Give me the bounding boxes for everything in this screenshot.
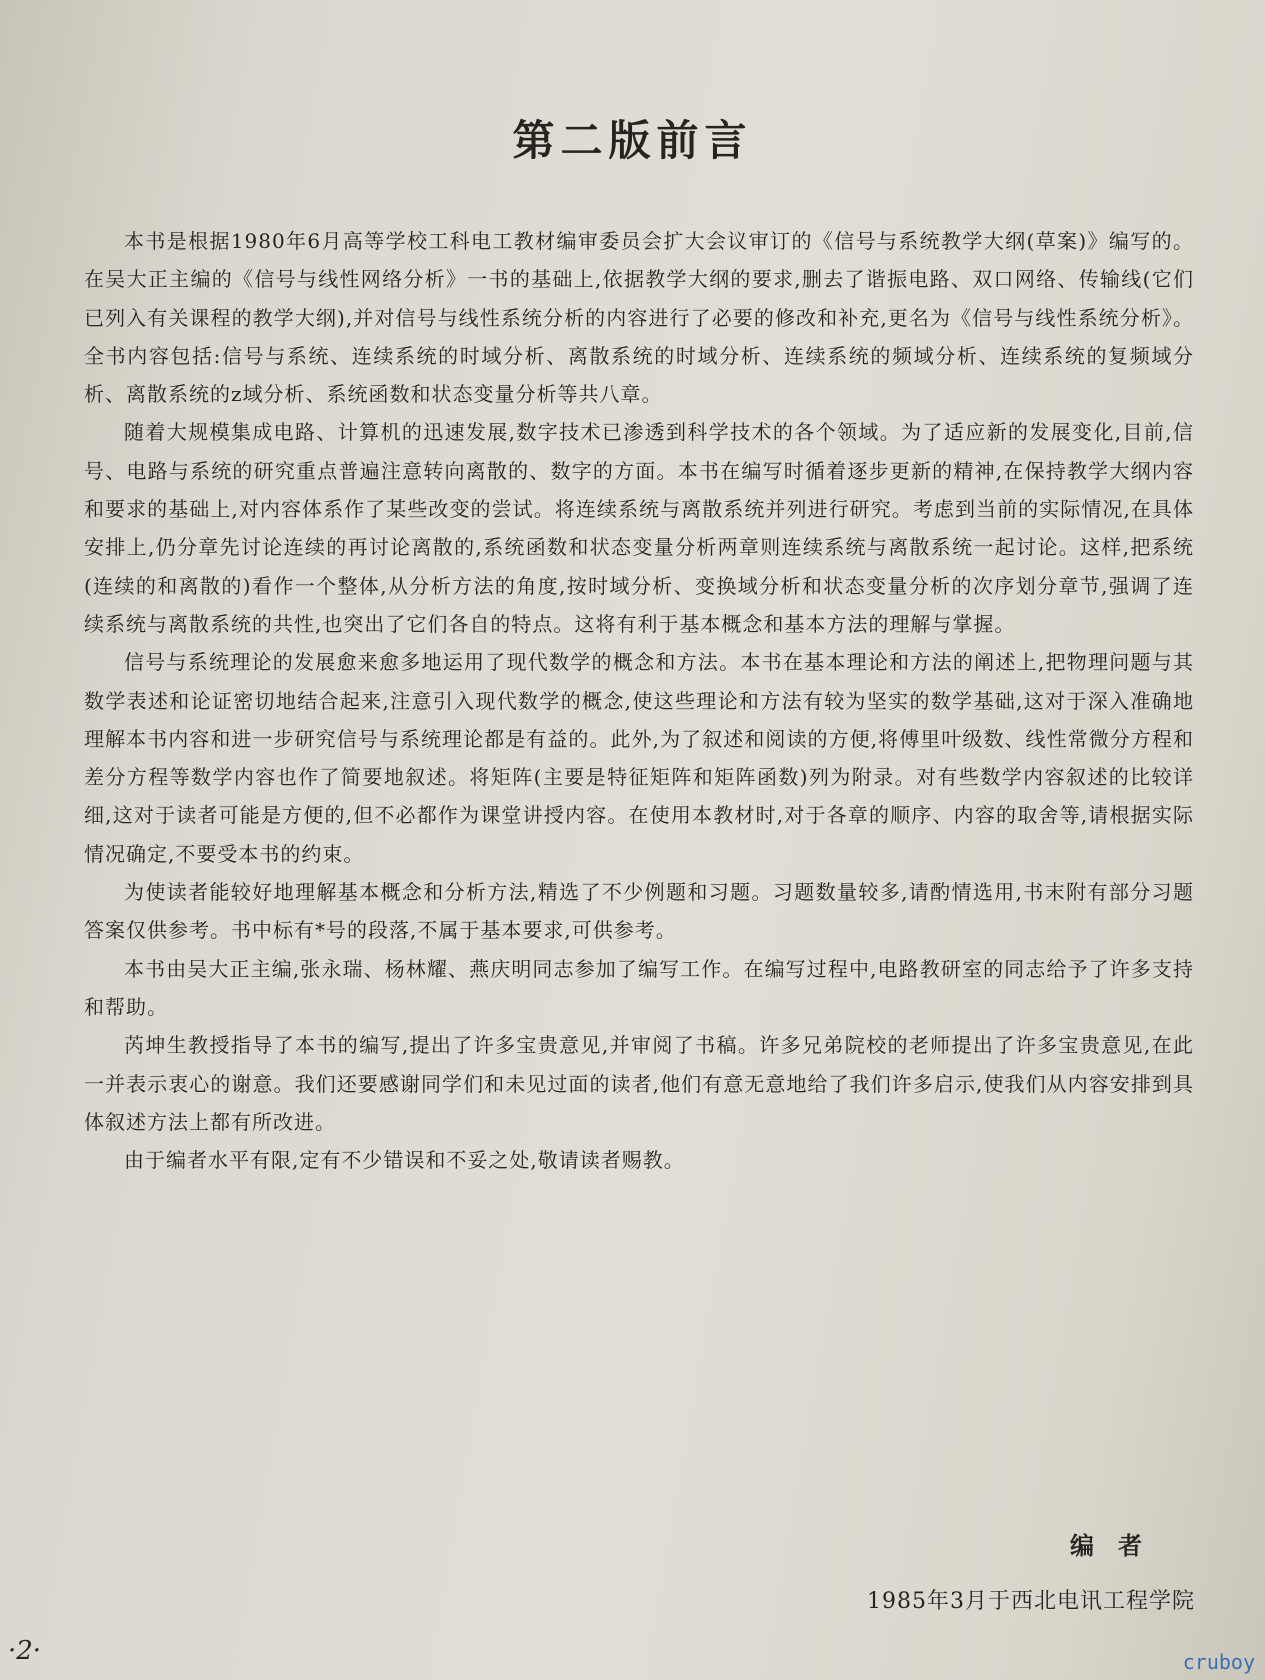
paragraph-7: 由于编者水平有限,定有不少错误和不妥之处,敬请读者赐教。 [124,1148,685,1173]
preface-body [84,222,1194,1179]
paragraph-1: 本书是根据1980年6月高等学校工科电工教材编审委员会扩大会议审订的《信号与系统教学大纲(草案)》编写的。在吴大正主编的《信号与线性网络分析》一书的基础上,依据教学大纲的要求,删去了谐振电路、双口网络、传输线(它们已列入有关课程的教学大纲),并对信号与线性系统分析的内容进行了必要的修改和补充,更名为《信号与线性系统分析》。全书内容包括:信号与系统、连续系统的时域分析、离散系统的时域分析、连续系统的频域分析、连续系统的复频域分析、离散系统的z域分析、系统函数和状态变量分析等共八章。 [84,229,1194,407]
dateline: 1985年3月于西北电讯工程学院 [867,1589,1195,1614]
paragraph-4: 为使读者能较好地理解基本概念和分析方法,精选了不少例题和习题。习题数量较多,请酌情选用,书末附有部分习题答案仅供参考。书中标有*号的段落,不属于基本要求,可供参考。 [84,880,1194,943]
page-title: 第二版前言 [512,116,753,165]
paragraph-6: 芮坤生教授指导了本书的编写,提出了许多宝贵意见,并审阅了书稿。许多兄弟院校的老师提出了许多宝贵意见,在此一并表示衷心的谢意。我们还要感谢同学们和未见过面的读者,他们有意无意地给了我们许多启示,使我们从内容安排到具体叙述方法上都有所改进。 [84,1033,1194,1134]
author-signature: 编者 [1070,1531,1166,1560]
paragraph-5: 本书由吴大正主编,张永瑞、杨林耀、燕庆明同志参加了编写工作。在编写过程中,电路教研室的同志给予了许多支持和帮助。 [84,956,1194,1019]
page-number: ·2· [8,1636,42,1666]
paragraph-3: 信号与系统理论的发展愈来愈多地运用了现代数学的概念和方法。本书在基本理论和方法的阐述上,把物理问题与其数学表述和论证密切地结合起来,注意引入现代数学的概念,使这些理论和方法有较为坚实的数学基础,这对于深入准确地理解本书内容和进一步研究信号与系统理论都是有益的。此外,为了叙述和阅读的方便,将傅里叶级数、线性常微分方程和差分方程等数学内容也作了简要地叙述。将矩阵(主要是特征矩阵和矩阵函数)列为附录。对有些数学内容叙述的比较详细,这对于读者可能是方便的,但不必都作为课堂讲授内容。在使用本教材时,对于各章的顺序、内容的取舍等,请根据实际情况确定,不要受本书的约束。 [84,650,1194,866]
watermark: cruboy [1182,1650,1255,1674]
paragraph-2: 随着大规模集成电路、计算机的迅速发展,数字技术已渗透到科学技术的各个领域。为了适应新的发展变化,目前,信号、电路与系统的研究重点普遍注意转向离散的、数字的方面。本书在编写时循着逐步更新的精神,在保持教学大纲内容和要求的基础上,对内容体系作了某些改变的尝试。将连续系统与离散系统并列进行研究。考虑到当前的实际情况,在具体安排上,仍分章先讨论连续的再讨论离散的,系统函数和状态变量分析两章则连续系统与离散系统一起讨论。这样,把系统(连续的和离散的)看作一个整体,从分析方法的角度,按时域分析、变换域分析和状态变量分析的次序划分章节,强调了连续系统与离散系统的共性,也突出了它们各自的特点。这将有利于基本概念和基本方法的理解与掌握。 [84,420,1194,636]
